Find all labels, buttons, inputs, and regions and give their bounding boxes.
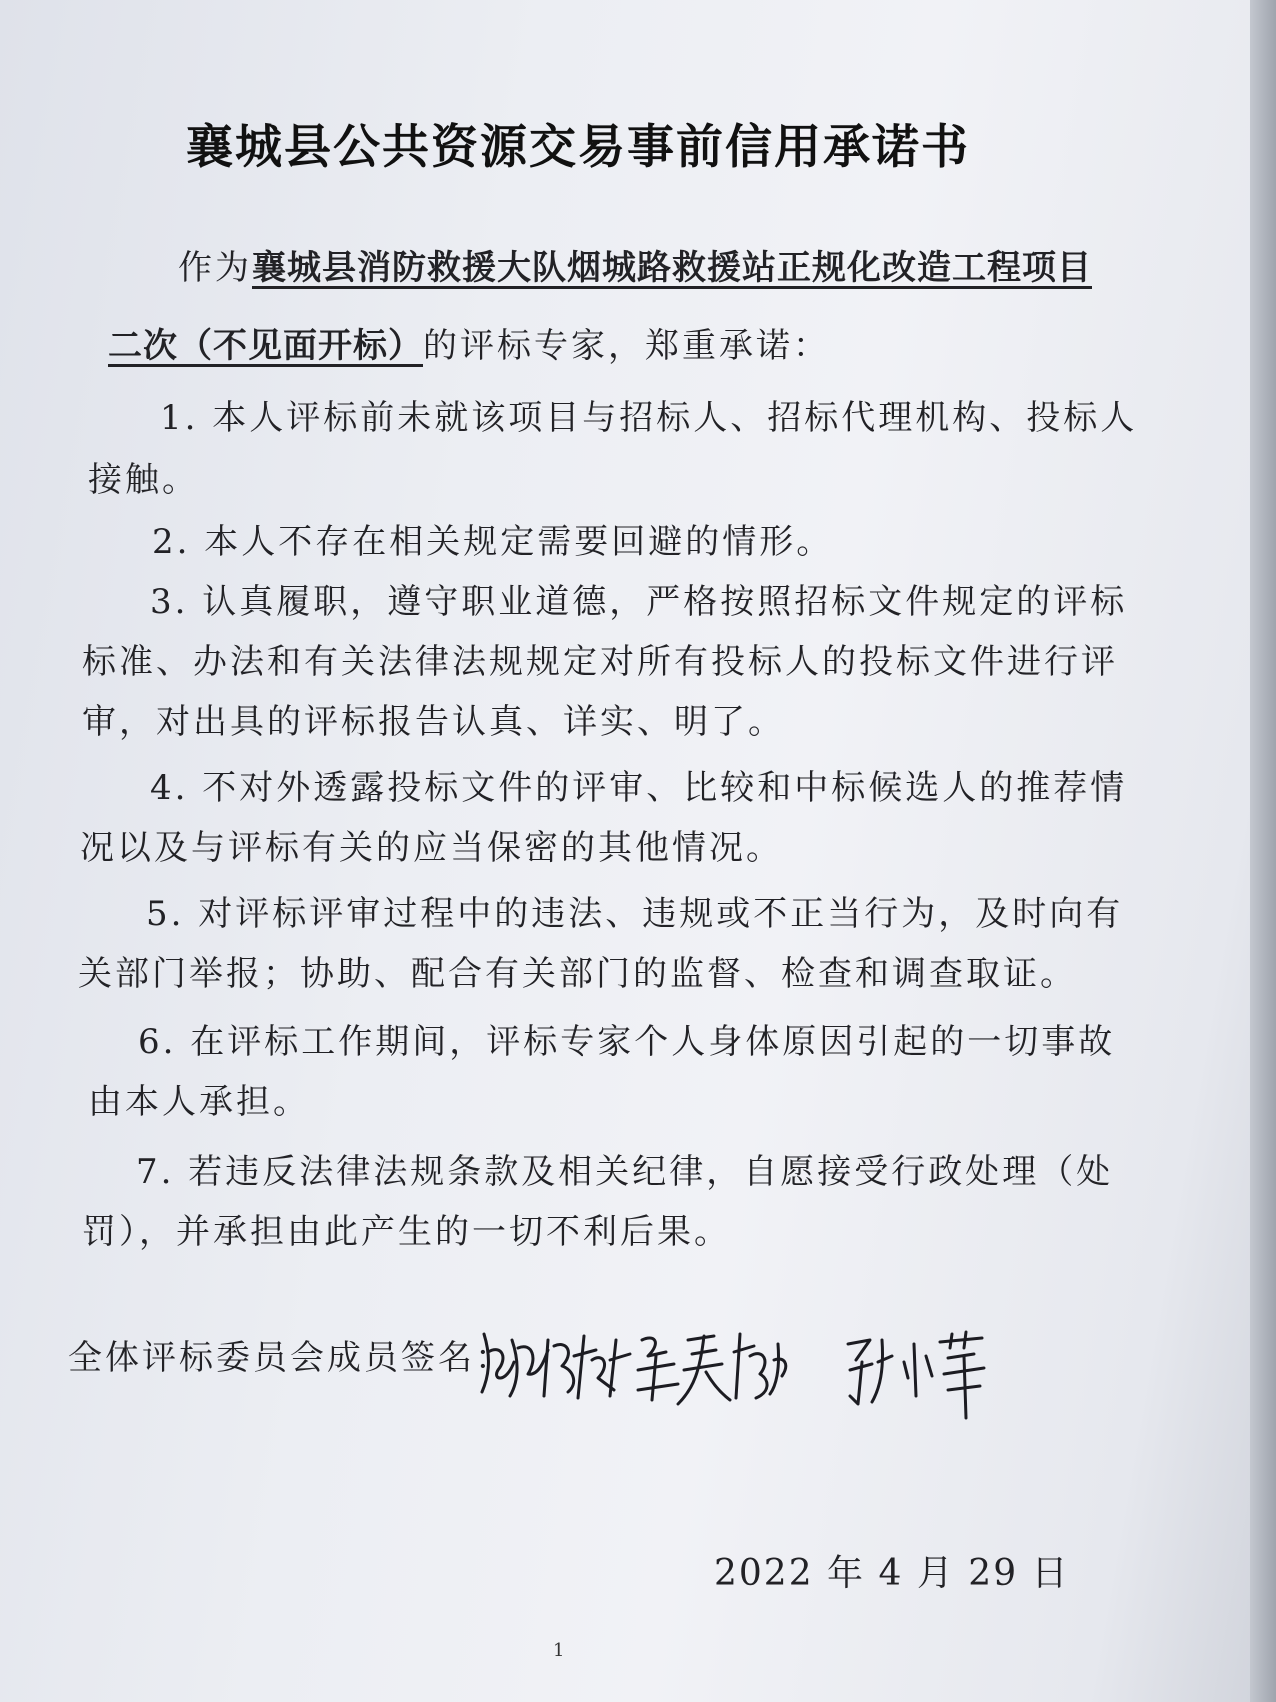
intro-line-2 — [108, 318, 830, 367]
project-name-part1: 襄城县消防救援大队烟城路救援站正规化改造工程项目 — [252, 248, 1092, 288]
intro-line-1 — [178, 240, 1092, 289]
item-1-line-1: 1. 本人评标前未就该项目与招标人、招标代理机构、投标人 — [160, 398, 1138, 438]
item-4-line-1: 4. 不对外透露投标文件的评审、比较和中标候选人的推荐情 — [150, 768, 1128, 808]
item-5-line-2: 关部门举报；协助、配合有关部门的监督、检查和调查取证。 — [78, 954, 1077, 994]
intro-suffix: 的评标专家，郑重承诺： — [423, 326, 830, 366]
signing-date: 2022 年 4 月 29 日 — [714, 1553, 1070, 1594]
item-2-line-1: 2. 本人不存在相关规定需要回避的情形。 — [152, 522, 834, 562]
item-3-line-3: 审，对出具的评标报告认真、详实、明了。 — [82, 702, 785, 742]
item-6-line-2: 由本人承担。 — [88, 1082, 310, 1122]
item-7-line-1: 7. 若违反法律法规条款及相关纪律，自愿接受行政处理（处 — [136, 1152, 1114, 1192]
page-edge-shadow — [1250, 0, 1276, 1702]
item-4-line-2: 况以及与评标有关的应当保密的其他情况。 — [80, 828, 783, 868]
document-title: 襄城县公共资源交易事前信用承诺书 — [186, 120, 970, 175]
item-1-line-2: 接触。 — [88, 460, 199, 500]
signature-label: 全体评标委员会成员签名： — [68, 1338, 512, 1378]
item-6-line-1: 6. 在评标工作期间，评标专家个人身体原因引起的一切事故 — [138, 1022, 1116, 1062]
project-name-part2: 二次（不见面开标） — [108, 326, 423, 366]
item-7-line-2: 罚），并承担由此产生的一切不利后果。 — [82, 1212, 731, 1252]
page-number: 1 — [553, 1640, 565, 1661]
handwritten-signatures — [478, 1300, 998, 1430]
item-3-line-1: 3. 认真履职，遵守职业道德，严格按照招标文件规定的评标 — [150, 582, 1128, 622]
item-5-line-1: 5. 对评标评审过程中的违法、违规或不正当行为，及时向有 — [146, 894, 1124, 934]
item-3-line-2: 标准、办法和有关法律法规规定对所有投标人的投标文件进行评 — [82, 642, 1118, 682]
intro-prefix: 作为 — [178, 248, 252, 288]
